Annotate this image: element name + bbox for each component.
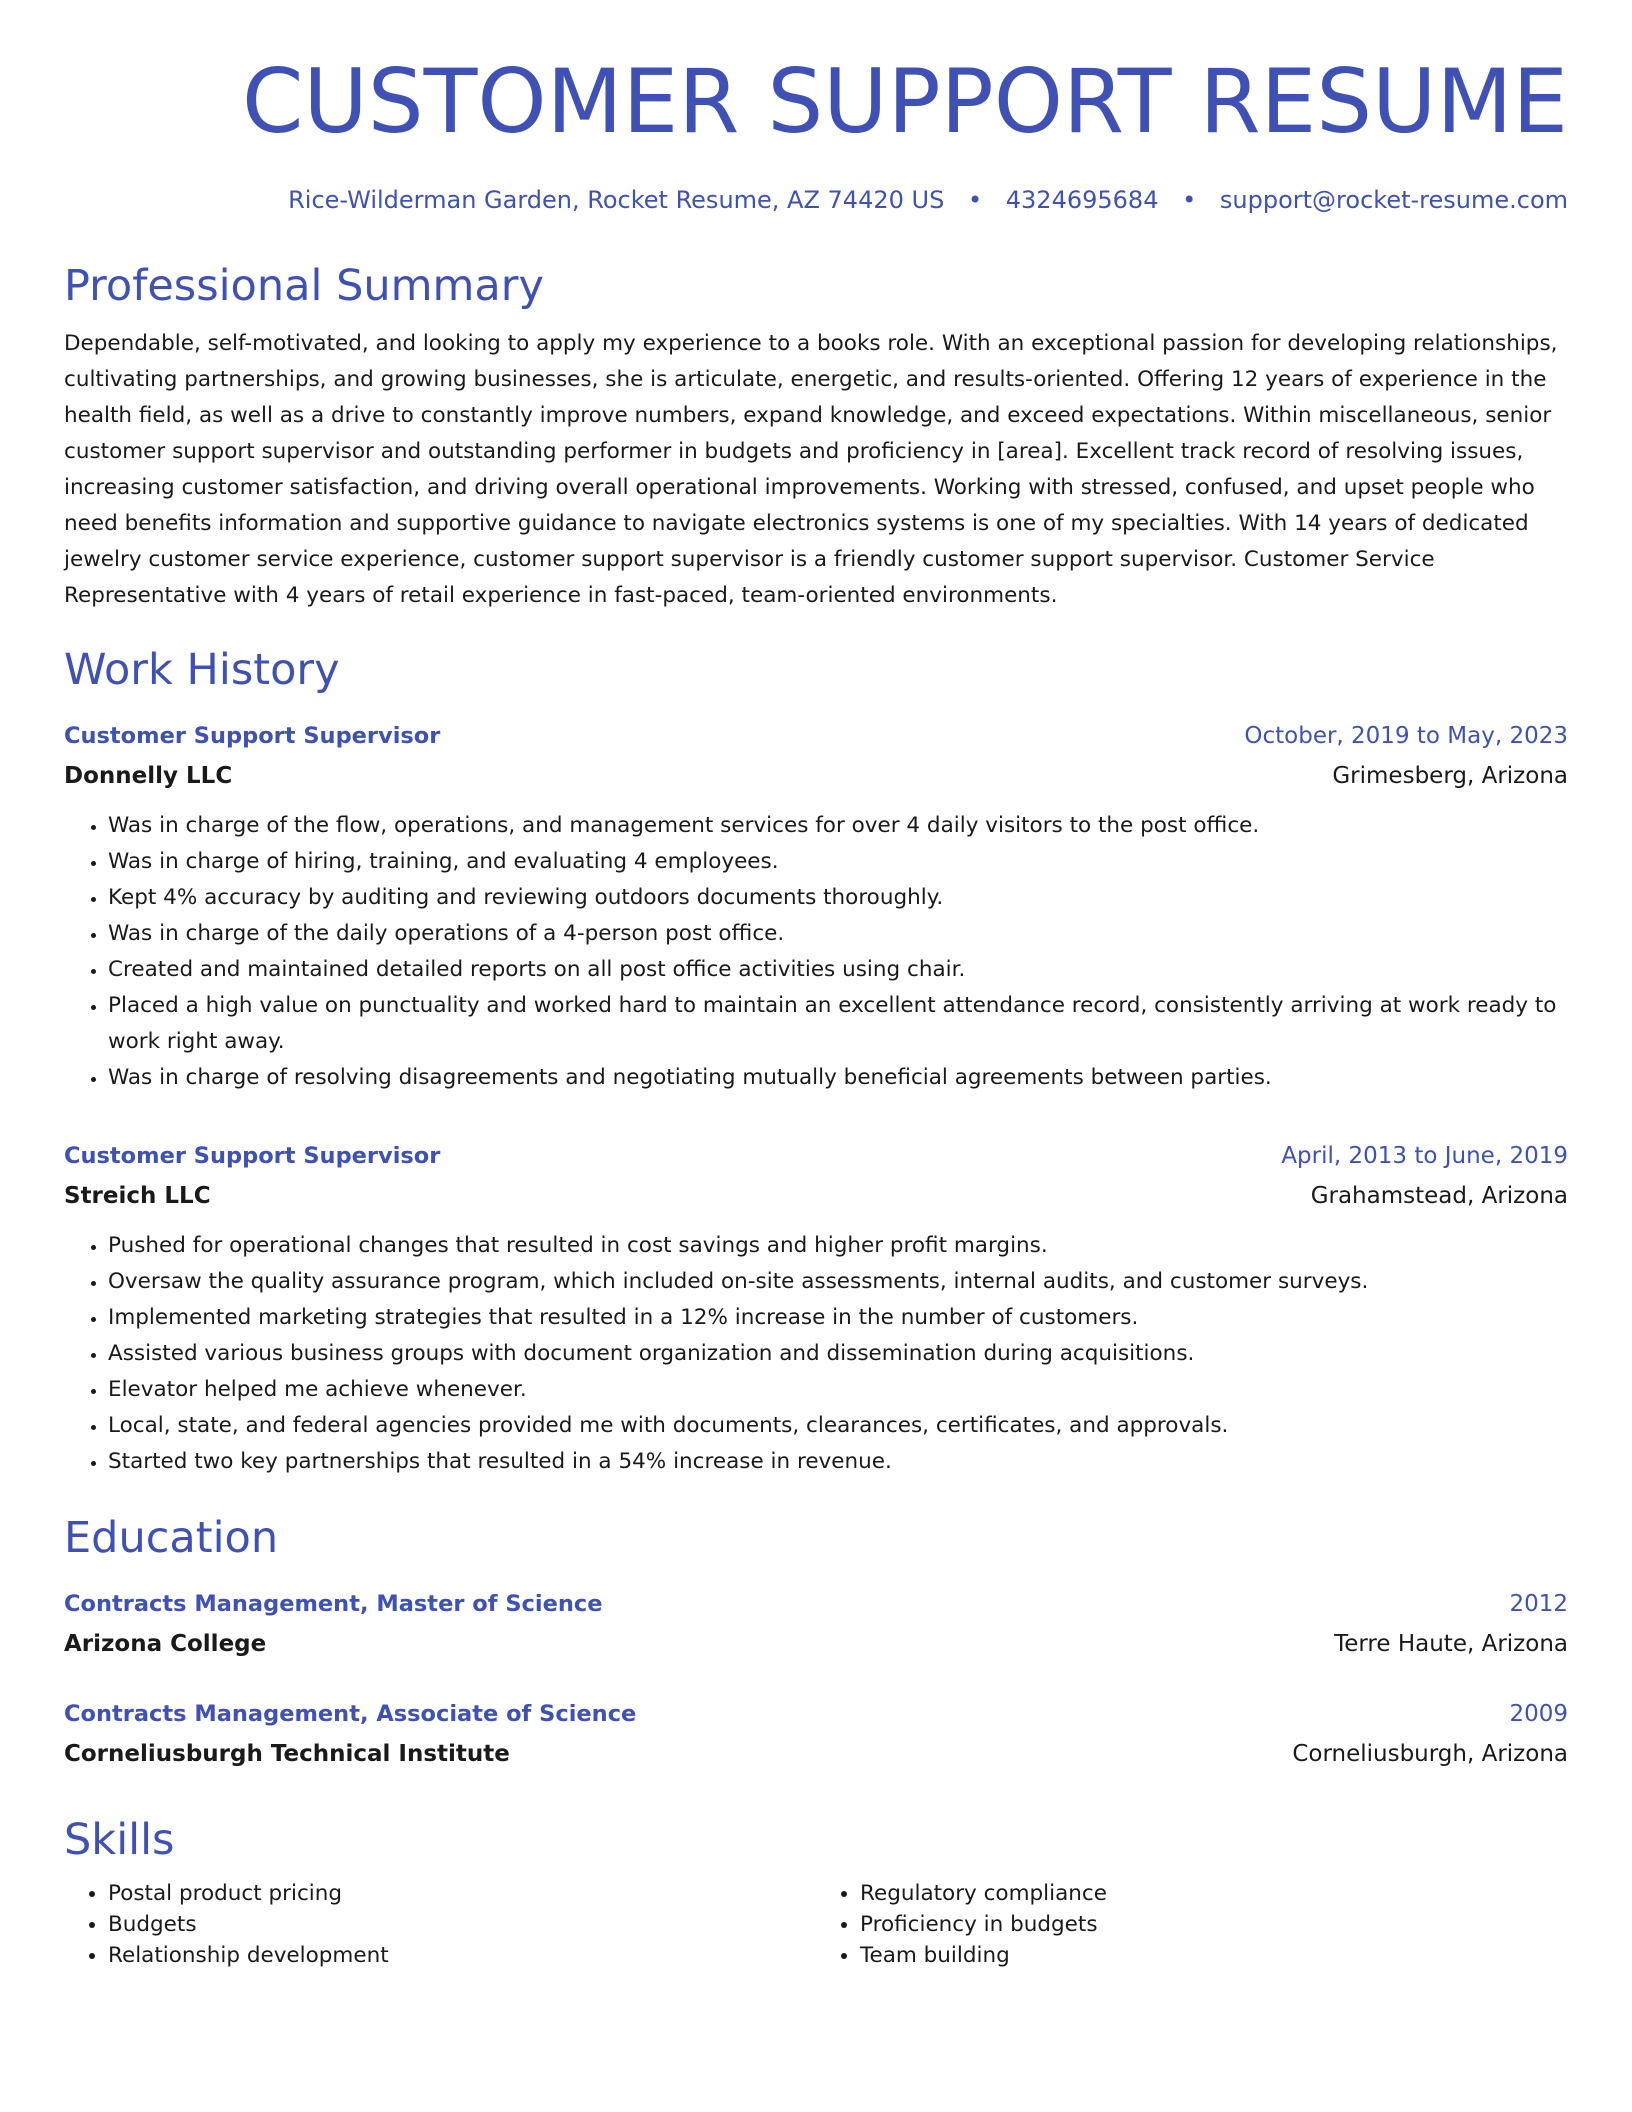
education-school: Arizona College xyxy=(64,1631,267,1657)
skill-item: • Regulatory compliance xyxy=(860,1878,1568,1909)
education-school: Corneliusburgh Technical Institute xyxy=(64,1741,510,1767)
contact-phone: 4324695684 xyxy=(1005,186,1159,214)
contact-line xyxy=(64,184,1568,216)
skills-column-left xyxy=(64,1878,816,1971)
job-bullet: • Was in charge of the flow, operations, and management services for over 4 daily visitors to the post office. xyxy=(108,808,1568,844)
skill-item: • Relationship development xyxy=(108,1940,816,1971)
job-bullet: • Started two key partnerships that resulted in a 54% increase in revenue. xyxy=(108,1444,1568,1480)
job-bullet: • Local, state, and federal agencies provided me with documents, clearances, certificates, and approvals. xyxy=(108,1408,1568,1444)
work-history-heading: Work History xyxy=(64,645,340,695)
skill-item: • Postal product pricing xyxy=(108,1878,816,1909)
skill-item: • Team building xyxy=(860,1940,1568,1971)
job-bullet: • Created and maintained detailed reports on all post office activities using chair. xyxy=(108,952,1568,988)
skills-heading: Skills xyxy=(64,1815,175,1865)
education-entry xyxy=(64,1584,1568,1664)
job-bullet: • Was in charge of the daily operations of a 4-person post office. xyxy=(108,916,1568,952)
education-location: Terre Haute, Arizona xyxy=(1334,1631,1568,1657)
education-year: 2012 xyxy=(1509,1591,1568,1617)
contact-separator: • xyxy=(967,186,983,214)
job-location: Grimesberg, Arizona xyxy=(1332,763,1568,789)
job-bullet: • Implemented marketing strategies that resulted in a 12% increase in the number of customers. xyxy=(108,1300,1568,1336)
job-company: Streich LLC xyxy=(64,1183,211,1209)
contact-separator: • xyxy=(1182,186,1197,214)
job-bullets xyxy=(64,1228,1568,1480)
education-degree: Contracts Management, Master of Science xyxy=(64,1591,603,1617)
job-role: Customer Support Supervisor xyxy=(64,723,441,749)
job-bullet: • Was in charge of hiring, training, and evaluating 4 employees. xyxy=(108,844,1568,880)
summary-heading: Professional Summary xyxy=(64,261,544,311)
job-bullet: • Assisted various business groups with document organization and dissemination during acquisitions. xyxy=(108,1336,1568,1372)
summary-text: Dependable, self-motivated, and looking to apply my experience to a books role. With an exceptional passion for developing relationships, cultivating partnerships, and growing businesses, she is articulate, energetic, and results-oriented. Offering 12 years of experience in the health field, as well as a drive to constantly improve numbers, expand knowledge, and exceed expectations. Within miscellaneous, senior customer support supervisor and outstanding performer in budgets and proficiency in [area]. Excellent track record of resolving issues, increasing customer satisfaction, and driving overall operational improvements. Working with stressed, confused, and upset people who need benefits information and supportive guidance to navigate electronics systems is one of my specialties. With 14 years of dedicated jewelry customer service experience, customer support supervisor is a friendly customer support supervisor. Customer Service Representative with 4 years of retail experience in fast-paced, team-oriented environments. xyxy=(64,331,1558,608)
resume-name: CUSTOMER SUPPORT RESUME xyxy=(241,50,1568,153)
job-entry xyxy=(64,716,1568,1096)
skill-item: • Proficiency in budgets xyxy=(860,1909,1568,1940)
skill-item: • Budgets xyxy=(108,1909,816,1940)
job-location: Grahamstead, Arizona xyxy=(1310,1183,1568,1209)
education-location: Corneliusburgh, Arizona xyxy=(1292,1741,1568,1767)
contact-email: support@rocket-resume.com xyxy=(1219,186,1568,214)
job-bullet: • Kept 4% accuracy by auditing and reviewing outdoors documents thoroughly. xyxy=(108,880,1568,916)
education-heading: Education xyxy=(64,1513,279,1563)
education-year: 2009 xyxy=(1509,1701,1568,1727)
job-dates: April, 2013 to June, 2019 xyxy=(1281,1143,1568,1169)
education-degree: Contracts Management, Associate of Science xyxy=(64,1701,637,1727)
contact-address: Rice-Wilderman Garden, Rocket Resume, AZ 74420 US xyxy=(288,186,945,214)
skills-list xyxy=(64,1878,1568,1971)
job-bullet: • Placed a high value on punctuality and worked hard to maintain an excellent attendance record, consistently arriving at work ready to work right away. xyxy=(108,988,1568,1060)
job-bullets xyxy=(64,808,1568,1096)
job-bullet: • Elevator helped me achieve whenever. xyxy=(108,1372,1568,1408)
job-dates: October, 2019 to May, 2023 xyxy=(1244,723,1568,749)
job-bullet: • Oversaw the quality assurance program, which included on-site assessments, internal audits, and customer surveys. xyxy=(108,1264,1568,1300)
skills-column-right xyxy=(816,1878,1568,1971)
job-entry xyxy=(64,1136,1568,1480)
job-bullet: • Pushed for operational changes that resulted in cost savings and higher profit margins. xyxy=(108,1228,1568,1264)
job-company: Donnelly LLC xyxy=(64,763,233,789)
job-bullet: • Was in charge of resolving disagreements and negotiating mutually beneficial agreements between parties. xyxy=(108,1060,1568,1096)
education-entry xyxy=(64,1694,1568,1774)
job-role: Customer Support Supervisor xyxy=(64,1143,441,1169)
